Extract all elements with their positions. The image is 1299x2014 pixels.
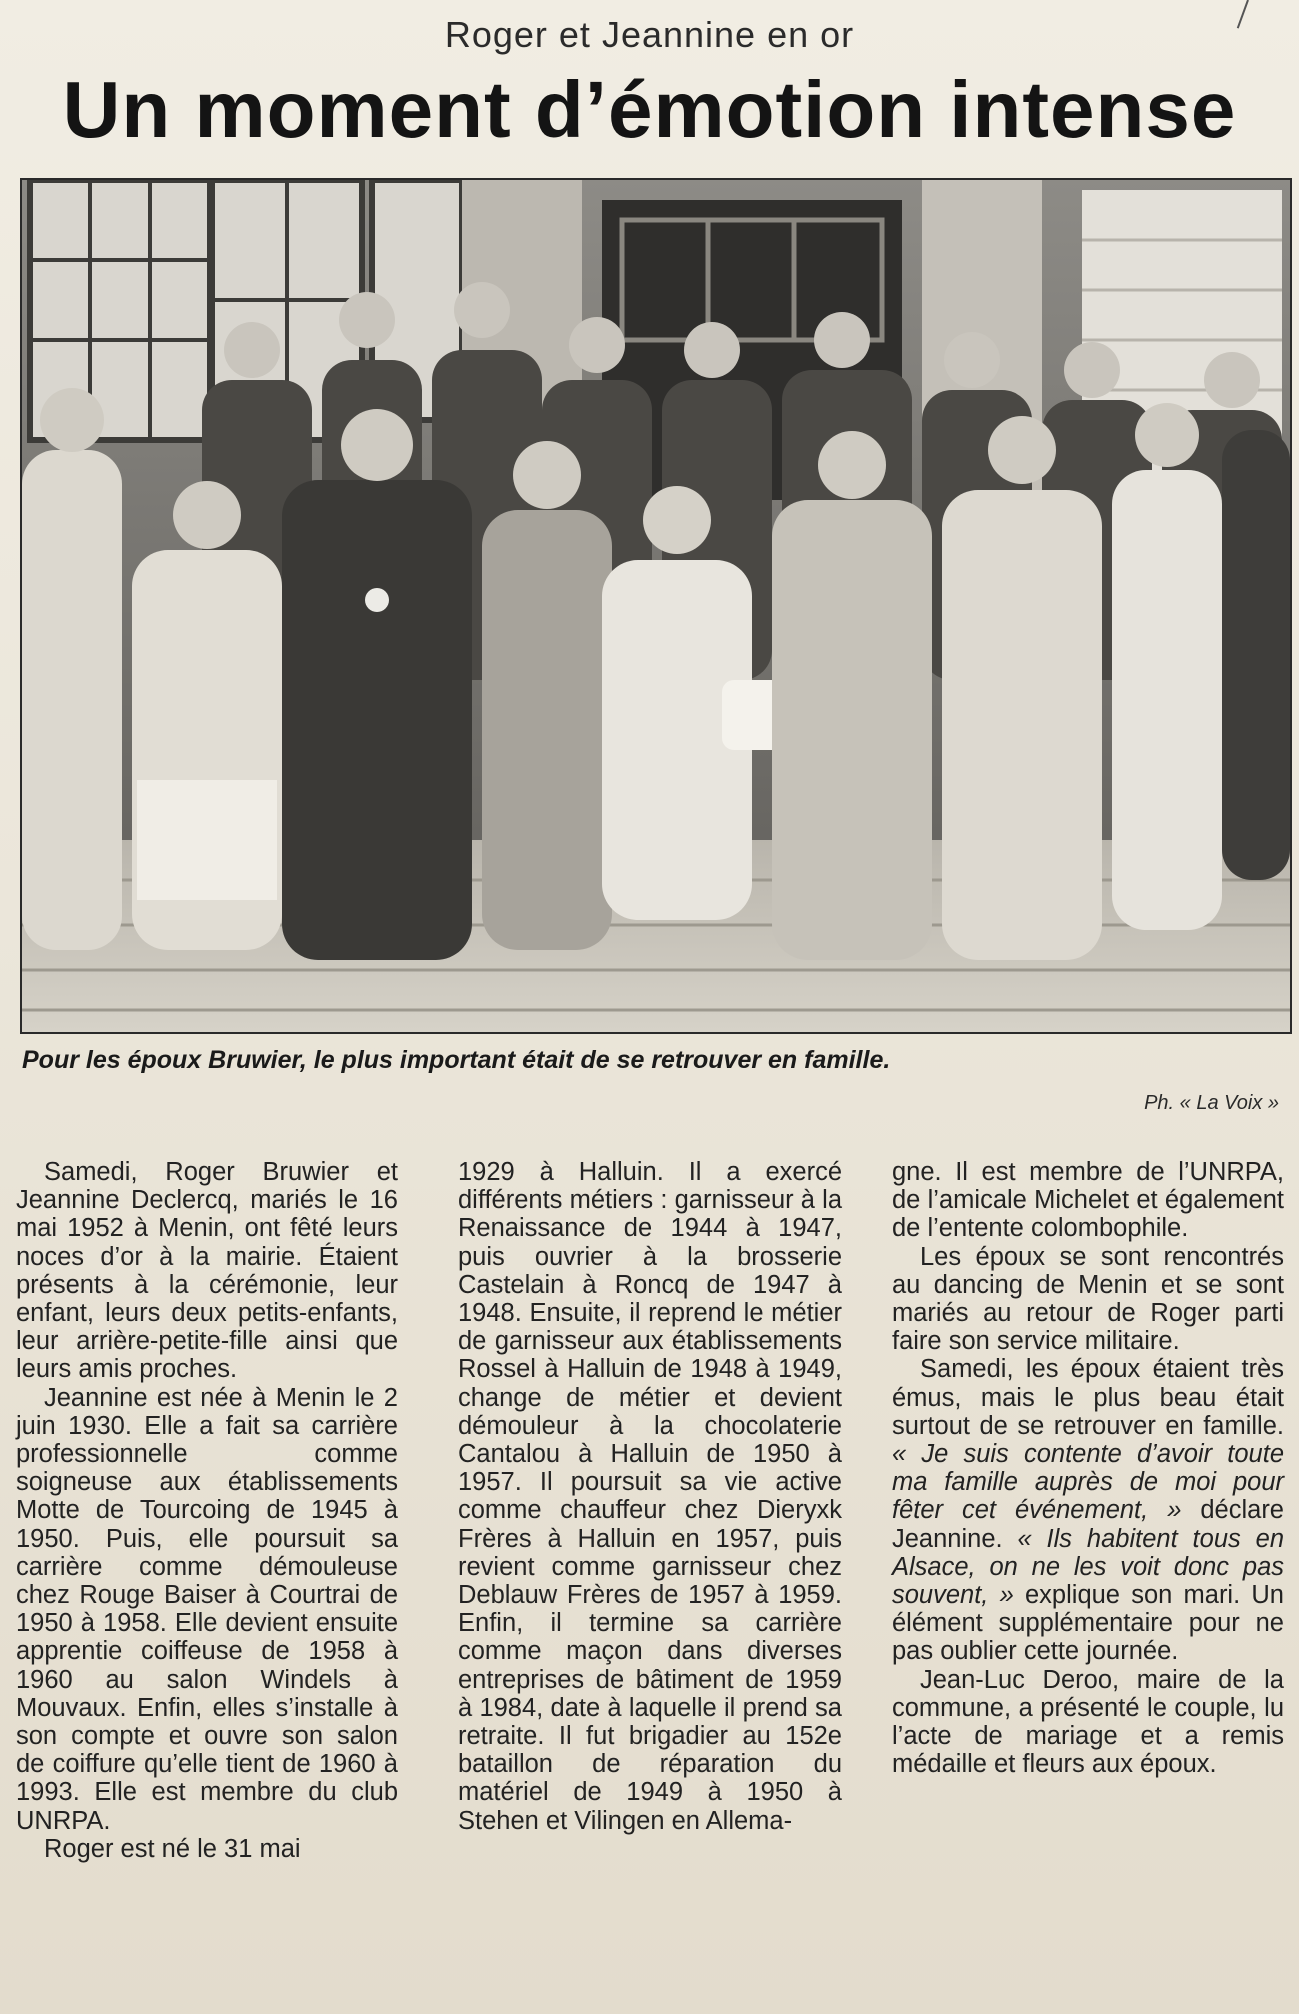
quote: « Ils habitent tous en Alsace, on ne les voit donc pas souvent, »	[892, 1524, 1284, 1610]
paragraph	[892, 1355, 1284, 1665]
group-photo	[20, 178, 1292, 1034]
article-kicker: Roger et Jeannine en or	[444, 14, 855, 55]
group-photo-illustration	[22, 180, 1290, 1032]
article-headline: Un moment d’émotion intense	[62, 65, 1237, 154]
paragraph: 1929 à Halluin. Il a exercé différents métiers : garnisseur à la Renaissance de 1944 à 1947, puis ouvrier à la brosserie Castelain à Roncq de 1947 à 1948. Ensuite, il reprend le métier de garnisseur aux établissements Rossel à Halluin de 1948 à 1949, change de métier et devient démouleur à la chocolaterie Cantalou à Halluin de 1950 à 1957. Il poursuit sa vie active comme chauffeur chez Dieryxk Frères à Halluin en 1957, puis revient comme garnisseur chez Deblauw Frères de 1957 à 1959. Enfin, il termine sa carrière comme maçon dans diverses entreprises de bâtiment de 1959 à 1984, date à laquelle il prend sa retraite. Il fut brigadier au 152e bataillon de réparation du matériel de 1949 à 1950 à Stehen et Vilingen en Allema-	[458, 1158, 842, 1835]
text-run: déclare Jeannine.	[892, 1496, 1284, 1553]
paragraph: Samedi, Roger Bruwier et Jeannine Declercq, mariés le 16 mai 1952 à Menin, ont fêté leurs noces d’or à la mairie. Étaient présents à la cérémonie, leur enfant, leurs deux petits-enfants, leur arrière-petite-fille ainsi que leurs amis proches.	[16, 1158, 398, 1384]
photo-caption: Pour les époux Bruwier, le plus important était de se retrouver en famille.	[22, 1046, 891, 1074]
article-column-1	[16, 1158, 398, 1998]
article-column-3	[892, 1158, 1284, 1998]
paragraph: Jean-Luc Deroo, maire de la commune, a présenté le couple, lu l’acte de mariage et a remis médaille et fleurs aux époux.	[892, 1665, 1284, 1779]
paragraph: Roger est né le 31 mai	[44, 1834, 301, 1863]
text-run: explique son mari. Un élément supplémentaire pour ne pas oublier cette journée.	[892, 1581, 1284, 1666]
article-column-2	[458, 1158, 842, 1998]
paragraph: gne. Il est membre de l’UNRPA, de l’amicale Michelet et également de l’entente colombophile.	[892, 1158, 1284, 1243]
photo-credit: Ph. « La Voix »	[1144, 1092, 1279, 1114]
paragraph: Les époux se sont rencontrés au dancing de Menin et se sont mariés au retour de Roger parti faire son service militaire.	[892, 1242, 1284, 1356]
quote: « Je suis contente d’avoir toute ma famille auprès de moi pour fêter cet événement, »	[892, 1440, 1284, 1525]
paragraph: Jeannine est née à Menin le 2 juin 1930. Elle a fait sa carrière professionnelle comme soigneuse aux établissements Motte de Tourcoing de 1945 à 1950. Puis, elle poursuit sa carrière comme démouleuse chez Rouge Baiser à Courtrai de 1950 à 1958. Elle devient ensuite apprentie coiffeuse de 1958 à 1960 au salon Windels à Mouvaux. Enfin, elles s’installe à son compte et ouvre son salon de coiffure qu’elle tient de 1960 à 1993. Elle est membre du club UNRPA.	[16, 1383, 398, 1835]
text-run: Samedi, les époux étaient très émus, mais le plus beau était surtout de se retrouver en famille.	[892, 1355, 1284, 1440]
